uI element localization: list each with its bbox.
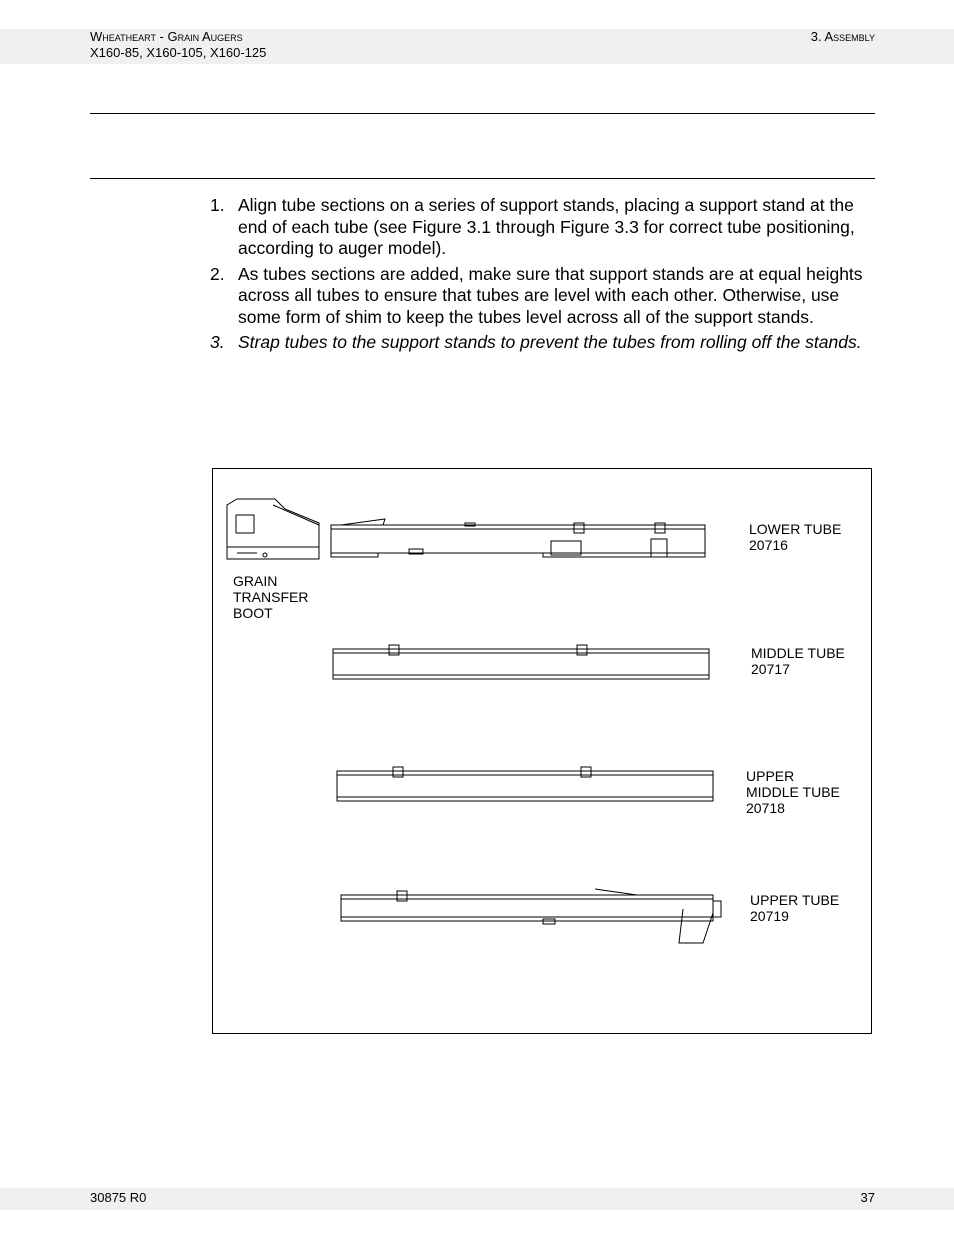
step-text: As tubes sections are added, make sure that support stands are at equal heights across all tubes to ensure that tubes are level with each other. Otherwise, use some form of shim to keep the tubes level across all of the support stands. (238, 263, 863, 327)
label-line: TRANSFER (233, 589, 309, 605)
tube-layout-figure (212, 468, 872, 1034)
label-line: MIDDLE TUBE (751, 645, 845, 661)
label-line: UPPER (746, 768, 795, 784)
footer-page-number: 37 (860, 1190, 875, 1205)
step-number: 1. (210, 195, 225, 215)
section-rule-bottom (90, 178, 875, 179)
header-models: X160-85, X160-105, X160-125 (90, 45, 267, 60)
step-number: 3. (210, 332, 225, 352)
label-line: UPPER TUBE (750, 892, 840, 908)
label-line: 20719 (750, 908, 789, 924)
middle-tube-drawing (333, 645, 709, 679)
label-line: 20717 (751, 661, 790, 677)
label-line: BOOT (233, 605, 273, 621)
step-text: Strap tubes to the support stands to prevent the tubes from rolling off the stands. (238, 332, 862, 352)
step-number: 2. (210, 263, 225, 284)
label-line: 20718 (746, 800, 785, 816)
grain-transfer-boot-drawing (227, 499, 319, 559)
label-line: MIDDLE TUBE (746, 784, 840, 800)
label-middle-tube (751, 645, 845, 677)
label-grain-transfer-boot (233, 573, 308, 621)
tube-drawings (213, 469, 873, 1035)
lower-tube-drawing (331, 519, 705, 557)
upper-middle-tube-drawing (337, 767, 713, 801)
step-3 (210, 332, 870, 354)
section-rule-top (90, 113, 875, 114)
label-line: 20716 (749, 537, 788, 553)
label-upper-middle-tube (746, 768, 840, 816)
step-text: Align tube sections on a series of support stands, placing a support stand at the end of each tube (see Figure 3.1 through Figure 3.3 for correct tube positioning, according to auger model). (238, 195, 855, 258)
label-line: GRAIN (233, 573, 278, 589)
header-section: 3. Assembly (810, 29, 875, 44)
footer-doc-number: 30875 R0 (90, 1190, 147, 1205)
step-1 (210, 195, 870, 260)
upper-tube-drawing (341, 889, 721, 943)
header-title: Wheatheart - Grain Augers (90, 29, 243, 44)
label-upper-tube (750, 892, 839, 924)
assembly-steps (210, 195, 870, 358)
label-lower-tube (749, 521, 841, 553)
label-line: LOWER TUBE (749, 521, 842, 537)
step-2 (210, 264, 870, 329)
